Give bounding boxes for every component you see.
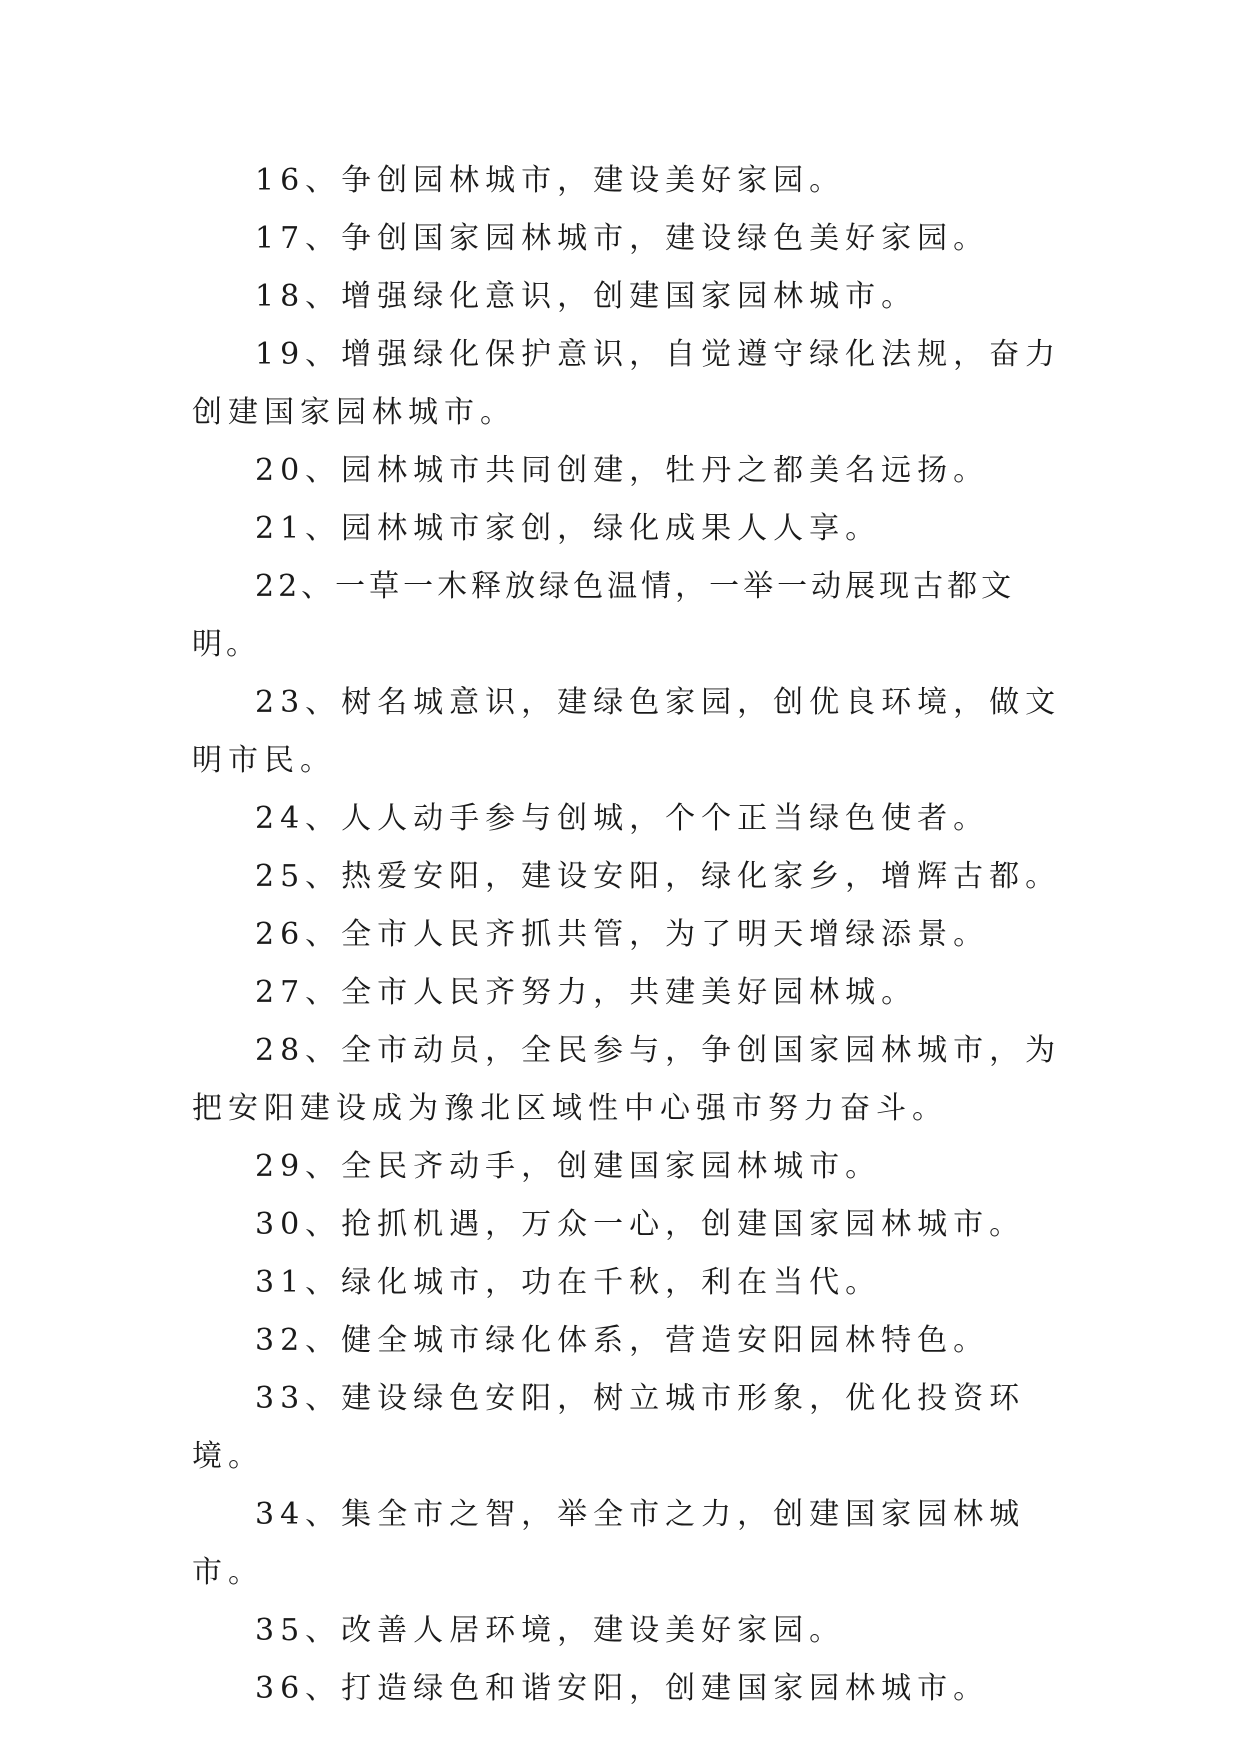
list-item: 24、人人动手参与创城，个个正当绿色使者。 [255, 801, 990, 836]
list-item: 26、全市人民齐抓共管，为了明天增绿添景。 [255, 917, 990, 952]
list-item: 23、树名城意识，建绿色家园，创优良环境，做文明市民。 [192, 685, 1062, 778]
list-item: 34、集全市之智，举全市之力，创建国家园林城市。 [192, 1497, 1026, 1590]
list-item: 32、健全城市绿化体系，营造安阳园林特色。 [255, 1323, 990, 1358]
list-item: 36、打造绿色和谐安阳，创建国家园林城市。 [255, 1671, 990, 1706]
list-item: 33、建设绿色安阳，树立城市形象，优化投资环境。 [192, 1381, 1026, 1474]
list-item: 25、热爱安阳，建设安阳，绿化家乡，增辉古都。 [255, 859, 1062, 894]
list-item: 22、一草一木释放绿色温情，一举一动展现古都文明。 [192, 569, 1016, 662]
list-item: 17、争创国家园林城市，建设绿色美好家园。 [255, 221, 990, 256]
list-item: 19、增强绿化保护意识，自觉遵守绿化法规，奋力创建国家园林城市。 [192, 337, 1062, 430]
list-item: 20、园林城市共同创建，牡丹之都美名远扬。 [255, 453, 990, 488]
list-item: 29、全民齐动手，创建国家园林城市。 [255, 1149, 882, 1184]
list-item: 35、改善人居环境，建设美好家园。 [255, 1613, 846, 1648]
list-item: 18、增强绿化意识，创建国家园林城市。 [255, 279, 918, 314]
document-body [192, 152, 1072, 1718]
list-item: 28、全市动员，全民参与，争创国家园林城市，为把安阳建设成为豫北区域性中心强市努力奋斗。 [192, 1033, 1062, 1126]
list-item: 21、园林城市家创，绿化成果人人享。 [255, 511, 882, 546]
list-item: 16、争创园林城市，建设美好家园。 [255, 163, 846, 198]
list-item: 30、抢抓机遇，万众一心，创建国家园林城市。 [255, 1207, 1026, 1242]
list-item: 31、绿化城市，功在千秋，利在当代。 [255, 1265, 882, 1300]
list-item: 27、全市人民齐努力，共建美好园林城。 [255, 975, 918, 1010]
